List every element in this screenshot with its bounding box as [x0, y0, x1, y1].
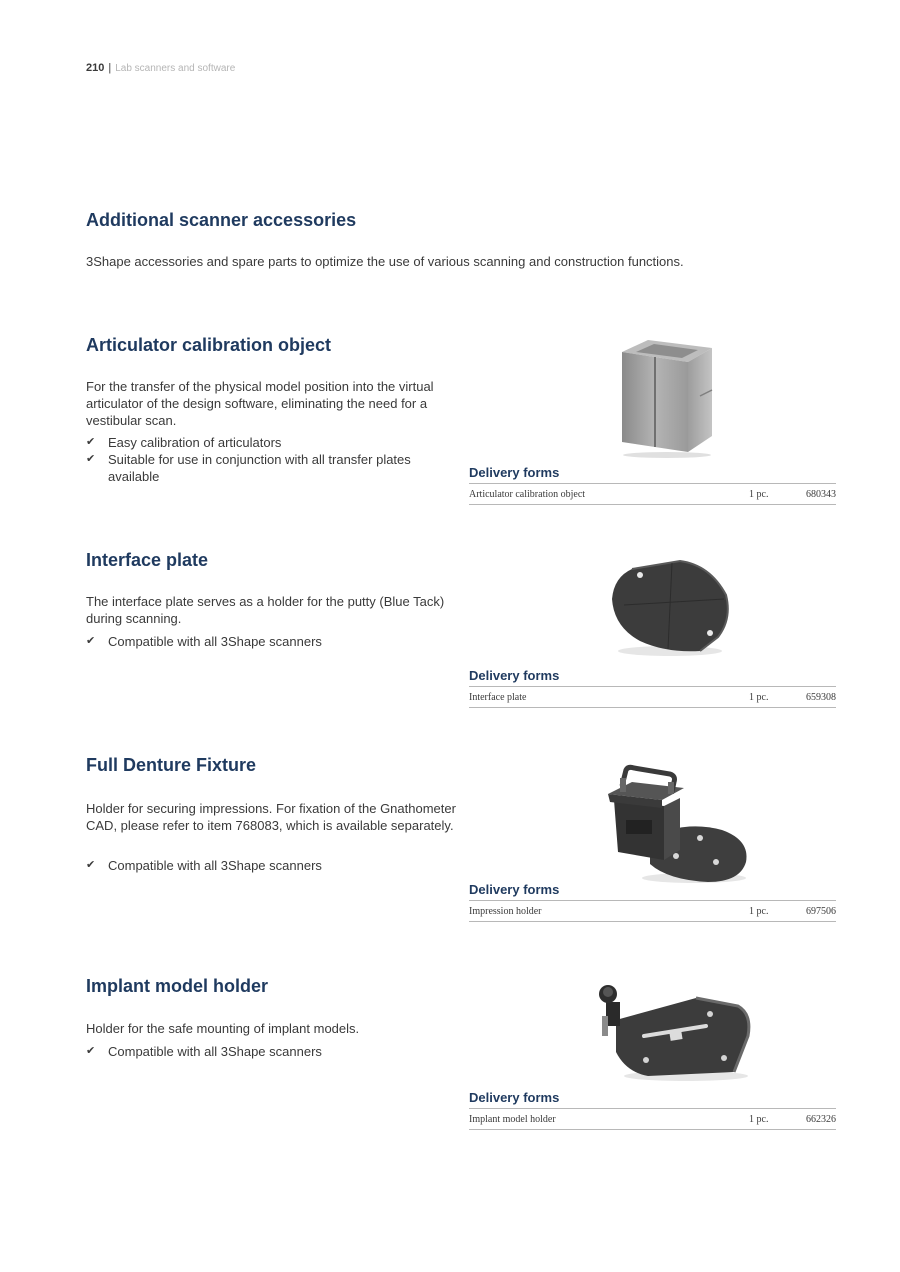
list-item: ✔ Easy calibration of articulators — [86, 435, 282, 450]
product-title: Full Denture Fixture — [86, 755, 257, 775]
check-icon: ✔ — [86, 635, 96, 647]
page-header — [86, 62, 235, 74]
delivery-forms-heading: Delivery forms — [469, 465, 560, 480]
delivery-item-name: Articulator calibration object — [469, 489, 586, 500]
check-icon: ✔ — [86, 453, 96, 465]
header-separator: | — [108, 62, 112, 74]
feature-list — [86, 857, 446, 874]
delivery-forms-heading: Delivery forms — [469, 668, 560, 683]
table-row — [469, 900, 836, 922]
section-name: Lab scanners and software — [115, 63, 236, 74]
delivery-item-code: 662326 — [806, 1114, 836, 1125]
delivery-item-qty: 1 pc. — [749, 692, 769, 703]
product-title: Articulator calibration object — [86, 335, 332, 355]
check-icon: ✔ — [86, 859, 96, 871]
list-item: ✔ Compatible with all 3Shape scanners — [86, 634, 322, 649]
list-item: ✔ Compatible with all 3Shape scanners — [86, 858, 322, 873]
feature-list — [86, 633, 446, 650]
implant-holder-image — [586, 980, 754, 1084]
calibration-cube-image — [612, 338, 722, 458]
product-description: Holder for the safe mounting of implant models. — [86, 1021, 360, 1036]
delivery-item-code: 659308 — [806, 692, 836, 703]
feature-list — [86, 434, 446, 485]
product-title: Interface plate — [86, 550, 209, 570]
list-item: ✔ Suitable for use in conjunction with all transfer plates available — [86, 452, 411, 484]
denture-fixture-image — [604, 764, 752, 886]
delivery-item-qty: 1 pc. — [749, 906, 769, 917]
product-description: For the transfer of the physical model position into the virtual articulator of the design software, eliminating the need for a vestibular scan. — [86, 379, 434, 428]
table-row — [469, 483, 836, 505]
delivery-item-qty: 1 pc. — [749, 1114, 769, 1125]
check-icon: ✔ — [86, 436, 96, 448]
delivery-item-name: Implant model holder — [469, 1114, 556, 1125]
table-row — [469, 1108, 836, 1130]
delivery-forms-heading: Delivery forms — [469, 882, 560, 897]
table-row — [469, 686, 836, 708]
product-title: Implant model holder — [86, 976, 269, 996]
list-item: ✔ Compatible with all 3Shape scanners — [86, 1044, 322, 1059]
delivery-item-name: Impression holder — [469, 906, 542, 917]
delivery-forms-heading: Delivery forms — [469, 1090, 560, 1105]
intro-text: 3Shape accessories and spare parts to optimize the use of various scanning and construction functions. — [86, 254, 684, 269]
delivery-item-code: 680343 — [806, 489, 836, 500]
product-description: Holder for securing impressions. For fixation of the Gnathometer CAD, please refer to item 768083, which is available separately. — [86, 801, 456, 833]
product-description: The interface plate serves as a holder for the putty (Blue Tack) during scanning. — [86, 594, 445, 626]
check-icon: ✔ — [86, 1045, 96, 1057]
feature-list — [86, 1043, 446, 1060]
delivery-item-name: Interface plate — [469, 692, 527, 703]
delivery-item-code: 697506 — [806, 906, 836, 917]
delivery-item-qty: 1 pc. — [749, 489, 769, 500]
interface-plate-image — [606, 555, 734, 659]
page-number: 210 — [86, 62, 105, 74]
page-title: Additional scanner accessories — [86, 210, 357, 230]
